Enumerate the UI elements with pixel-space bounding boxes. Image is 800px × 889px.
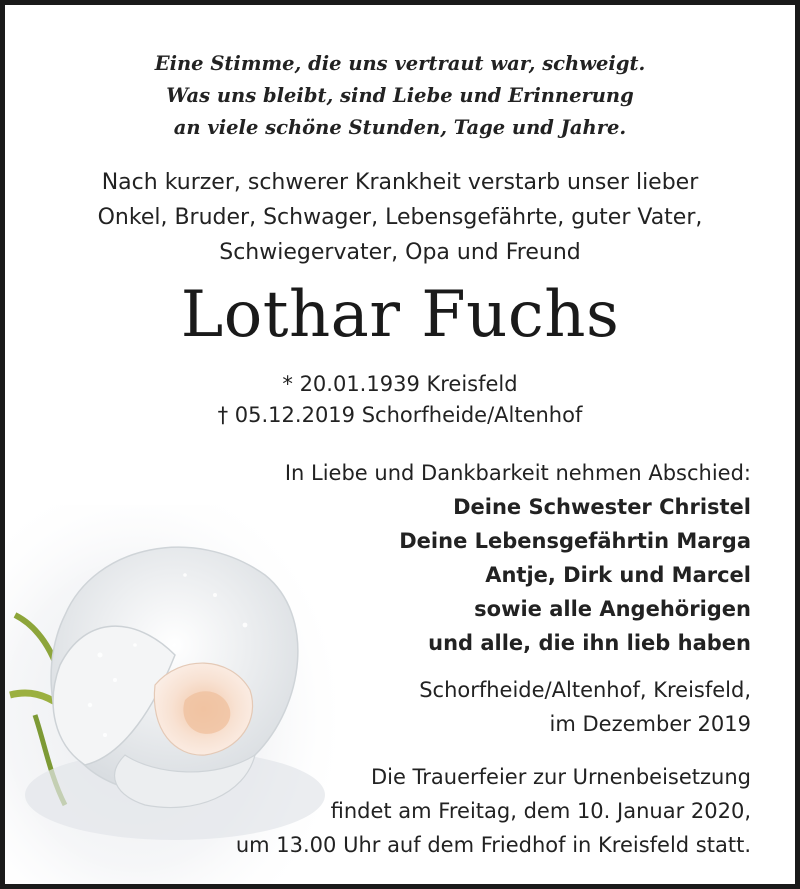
intro-text	[5, 165, 795, 270]
verse-line: Eine Stimme, die uns vertraut war, schweigt.	[154, 52, 646, 75]
deceased-name: Lothar Fuchs	[180, 278, 620, 352]
mourner-line: und alle, die ihn lieb haben	[428, 631, 751, 655]
farewell-heading: In Liebe und Dankbarkeit nehmen Abschied:	[284, 461, 751, 485]
intro-line: Schwiegervater, Opa und Freund	[219, 240, 581, 265]
mourner-line: Deine Schwester Christel	[453, 495, 751, 519]
farewell-block	[285, 456, 751, 660]
mourner-line: sowie alle Angehörigen	[474, 597, 751, 621]
place-line: Schorfheide/Altenhof, Kreisfeld,	[419, 678, 751, 702]
mourner-line: Antje, Dirk und Marcel	[485, 563, 751, 587]
ceremony-line: um 13.00 Uhr auf dem Friedhof in Kreisfeld statt.	[235, 833, 751, 857]
place-date	[419, 673, 751, 741]
intro-line: Onkel, Bruder, Schwager, Lebensgefährte, guter Vater,	[97, 205, 703, 230]
death-date: † 05.12.2019 Schorfheide/Altenhof	[217, 403, 583, 427]
life-dates	[5, 369, 795, 431]
verse	[5, 48, 795, 144]
mourner-line: Deine Lebensgefährtin Marga	[399, 529, 751, 553]
ceremony-line: Die Trauerfeier zur Urnenbeisetzung	[370, 765, 751, 789]
ceremony-info	[236, 760, 751, 862]
birth-date: * 20.01.1939 Kreisfeld	[282, 372, 518, 396]
date-line: im Dezember 2019	[549, 712, 751, 736]
ceremony-line: findet am Freitag, dem 10. Januar 2020,	[330, 799, 751, 823]
verse-line: Was uns bleibt, sind Liebe und Erinnerung	[166, 84, 634, 107]
intro-line: Nach kurzer, schwerer Krankheit verstarb unser lieber	[101, 170, 699, 195]
verse-line: an viele schöne Stunden, Tage und Jahre.	[173, 116, 627, 139]
